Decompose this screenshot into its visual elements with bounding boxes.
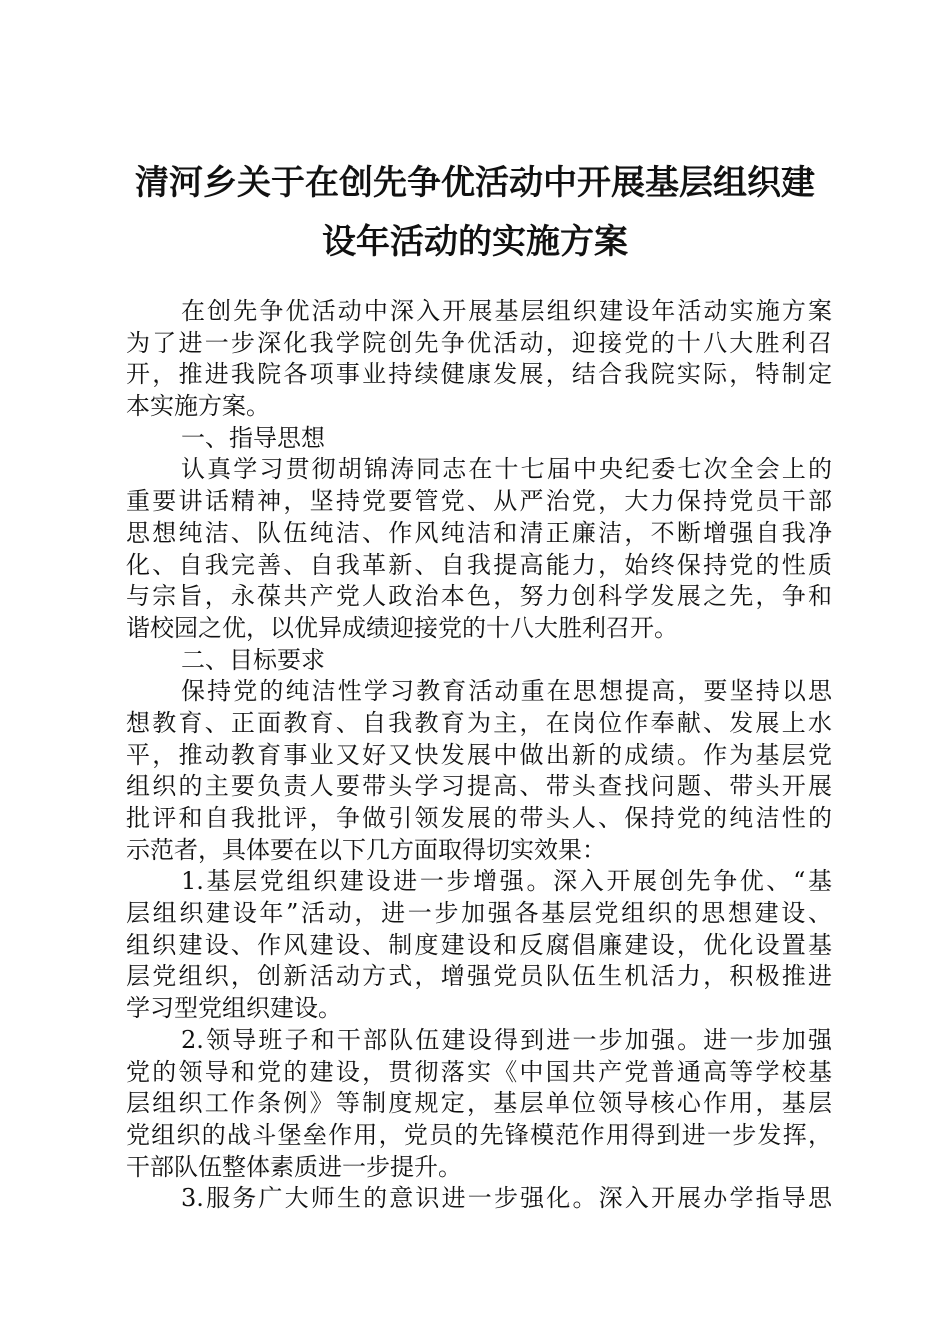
- paragraph-line: 党组织的战斗堡垒作用，党员的先锋模范作用得到进一步发挥，: [126, 1120, 832, 1149]
- document-title-line-1: 清河乡关于在创先争优活动中开展基层组织建: [135, 163, 815, 203]
- paragraph-line: 保持党的纯洁性学习教育活动重在思想提高，要坚持以思: [181, 677, 832, 706]
- paragraph-line: 示范者，具体要在以下几方面取得切实效果：: [126, 835, 606, 864]
- numbered-item-line: 1.基层党组织建设进一步增强。深入开展创先争优、“基: [181, 867, 832, 896]
- paragraph-line: 谐校园之优，以优异成绩迎接党的十八大胜利召开。: [126, 613, 678, 642]
- paragraph-line: 在创先争优活动中深入开展基层组织建设年活动实施方案: [181, 297, 832, 325]
- paragraph-line: 思想纯洁、队伍纯洁、作风纯洁和清正廉洁，不断增强自我净: [126, 518, 832, 547]
- paragraph-line: 干部队伍整体素质进一步提升。: [126, 1152, 462, 1181]
- paragraph-line: 化、自我完善、自我革新、自我提高能力，始终保持党的性质: [126, 550, 832, 579]
- paragraph-line: 批评和自我批评，争做引领发展的带头人、保持党的纯洁性的: [126, 804, 832, 832]
- paragraph-line: 党的领导和党的建设，贯彻落实《中国共产党普通高等学校基: [126, 1057, 832, 1086]
- paragraph-line: 层组织建设年”活动，进一步加强各基层党组织的思想建设、: [126, 899, 832, 928]
- numbered-item-line: 2.领导班子和干部队伍建设得到进一步加强。进一步加强: [181, 1025, 832, 1054]
- paragraph-line: 平，推动教育事业又好又快发展中做出新的成绩。作为基层党: [126, 740, 832, 769]
- numbered-item-line: 3.服务广大师生的意识进一步强化。深入开展办学指导思: [181, 1184, 832, 1213]
- section-heading: 一、指导思想: [181, 423, 325, 452]
- paragraph-line: 想教育、正面教育、自我教育为主，在岗位作奉献、发展上水: [126, 708, 832, 737]
- paragraph-line: 学习型党组织建设。: [126, 994, 342, 1023]
- paragraph-line: 与宗旨，永葆共产党人政治本色，努力创科学发展之先，争和: [126, 582, 832, 611]
- paragraph-line: 组织的主要负责人要带头学习提高、带头查找问题、带头开展: [126, 772, 832, 801]
- paragraph-line: 层党组织，创新活动方式，增强党员队伍生机活力，积极推进: [126, 962, 832, 991]
- document-title-line-2: 设年活动的实施方案: [322, 222, 628, 262]
- paragraph-line: 本实施方案。: [126, 392, 270, 421]
- document-body: [126, 296, 832, 1215]
- paragraph-line: 层组织工作条例》等制度规定，基层单位领导核心作用，基层: [126, 1089, 832, 1118]
- paragraph-line: 组织建设、作风建设、制度建设和反腐倡廉建设，优化设置基: [126, 930, 832, 959]
- paragraph-line: 重要讲话精神，坚持党要管党、从严治党，大力保持党员干部: [126, 487, 832, 516]
- section-heading: 二、目标要求: [181, 645, 325, 674]
- paragraph-line: 认真学习贯彻胡锦涛同志在十七届中央纪委七次全会上的: [181, 455, 832, 484]
- paragraph-line: 为了进一步深化我学院创先争优活动，迎接党的十八大胜利召: [126, 328, 832, 357]
- paragraph-line: 开，推进我院各项事业持续健康发展，结合我院实际，特制定: [126, 360, 832, 389]
